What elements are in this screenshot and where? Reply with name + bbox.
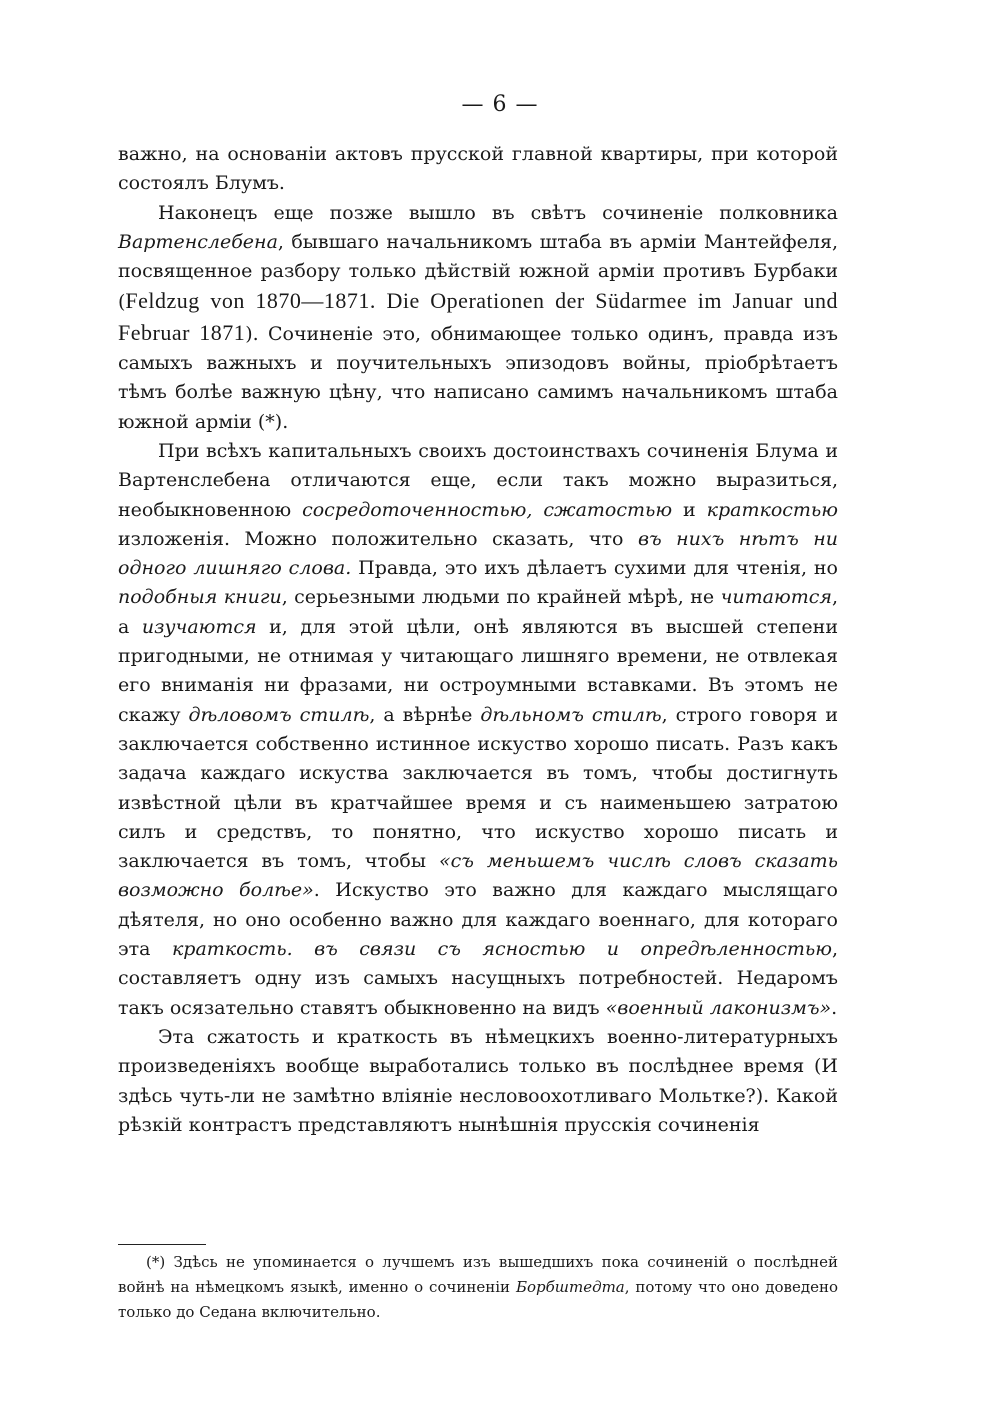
p3-emphasis-f: въ нихъ нѣтъ ни одного лишняго слова. [118,527,839,580]
p3-text-k: , а [118,586,838,638]
author-name-wartensleben: Вартенслебена [118,230,278,253]
p3-emphasis-r: «съ меньшемъ числѣ словъ сказать возможно болѣе» [118,850,838,902]
footnote-text-a: (*) Здѣсь не упоминается о лучшемъ изъ вышедшихъ пока сочиненій о послѣдней войнѣ на нѣмецкомъ языкѣ, именно о сочиненіи [118,1253,838,1296]
german-book-title: Feldzug von 1870—1871. Die Operationen der Südarmee im Januar und Februar 1871 [118,288,838,345]
footnote-text-c: , потому что оно доведено только до Седана включительно. [118,1278,838,1321]
p3-emphasis-j: читаются [720,586,832,609]
p2-text-e: ). Сочиненіе это, обнимающее только одинъ, правда изъ самыхъ важныхъ и поучительныхъ эпизодовъ войны, пріобрѣтаетъ тѣмъ болѣе важную цѣну, что написано самимъ начальникомъ штаба южной арміи (*). [118,322,838,433]
p3-text-m: и, для этой цѣли, онѣ являются въ высшей степени пригодными, не отнимая у читающаго лишняго времени, не отвлекая его вниманія ни фразами, ни остроумными вставками. Въ этомъ не скажу [118,615,838,726]
p3-text-w: . [831,996,838,1019]
p3-text-q: , строго говоря и заключается собственно истинное искуство хорошо писать. Разъ какъ задача каждаго искуства заключается въ томъ, чтобы достигнуть извѣстной цѣли въ кратчайшее время и съ наименьшею затратою силъ и средствъ, то понятно, что искуство хорошо писать и заключается въ томъ, чтобы [118,703,839,873]
p3-text-s: . Искуство это важно для каждаго мыслящаго дѣятеля, но оно особенно важно для каждаго военнаго, для котораго эта [118,879,838,961]
p3-text-a: При всѣхъ капитальныхъ своихъ достоинствахъ сочиненія Блума и Вартенслебена отличаются еще, если такъ можно выразиться, необыкновенною [118,439,838,521]
p3-emphasis-v: «военный лаконизмъ» [605,996,832,1019]
p2-text-a: Наконецъ еще позже вышло въ свѣтъ сочиненіе полковника [158,201,838,224]
page-number: — 6 — [461,92,539,117]
footnote-divider [118,1244,206,1245]
p3-emphasis-p: дѣльномъ стилѣ [480,703,662,726]
p3-text-i: , серьезными людьми по крайней мѣрѣ, не [281,586,721,609]
p2-text-c: , бывшаго начальникомъ штаба въ арміи Мантейфеля, посвященное разбору только дѣйствій южной арміи противъ Бурбаки ( [118,230,838,314]
p3-emphasis-l: изучаются [141,615,257,638]
p3-emphasis-d: краткостью [706,498,838,521]
footnote-author-borbstaedt: Борбштедта [515,1278,625,1296]
paragraph-3 [118,437,838,1023]
p3-text-c: и [672,498,707,521]
p3-text-o: , а вѣрнѣе [369,703,481,726]
p3-emphasis-t: краткость. въ связи съ ясностью и опредѣленностью [171,938,832,961]
p3-emphasis-h: подобныя книги [118,586,282,609]
footnote-text [118,1250,838,1325]
p3-emphasis-n: дѣловомъ стилѣ [188,703,370,726]
paragraph-1: важно, на основаніи актовъ прусской главной квартиры, при которой состоялъ Блумъ. [118,143,838,195]
p3-text-g: Правда, это ихъ дѣлаетъ сухими для чтенія, но [351,557,838,580]
paragraph-2 [118,199,838,437]
paragraph-4: Эта сжатость и краткость въ нѣмецкихъ военно-литературныхъ произведеніяхъ вообще выработались только въ послѣднее время (И здѣсь чуть-ли не замѣтно вліяніе несловоохотливаго Мольтке?). Какой рѣзкій контрастъ представляютъ нынѣшнія прусскія сочиненія [118,1025,838,1136]
main-text [118,140,838,1140]
footnote [118,1250,838,1325]
p3-emphasis-b: сосредоточенностью, сжатостью [302,498,673,521]
p3-text-e: изложенія. Можно положительно сказать, что [118,527,638,550]
p3-text-u: , составляетъ одну изъ самыхъ насущныхъ потребностей. Недаромъ такъ осязательно ставятъ обыкновенно на видъ [118,938,838,1019]
